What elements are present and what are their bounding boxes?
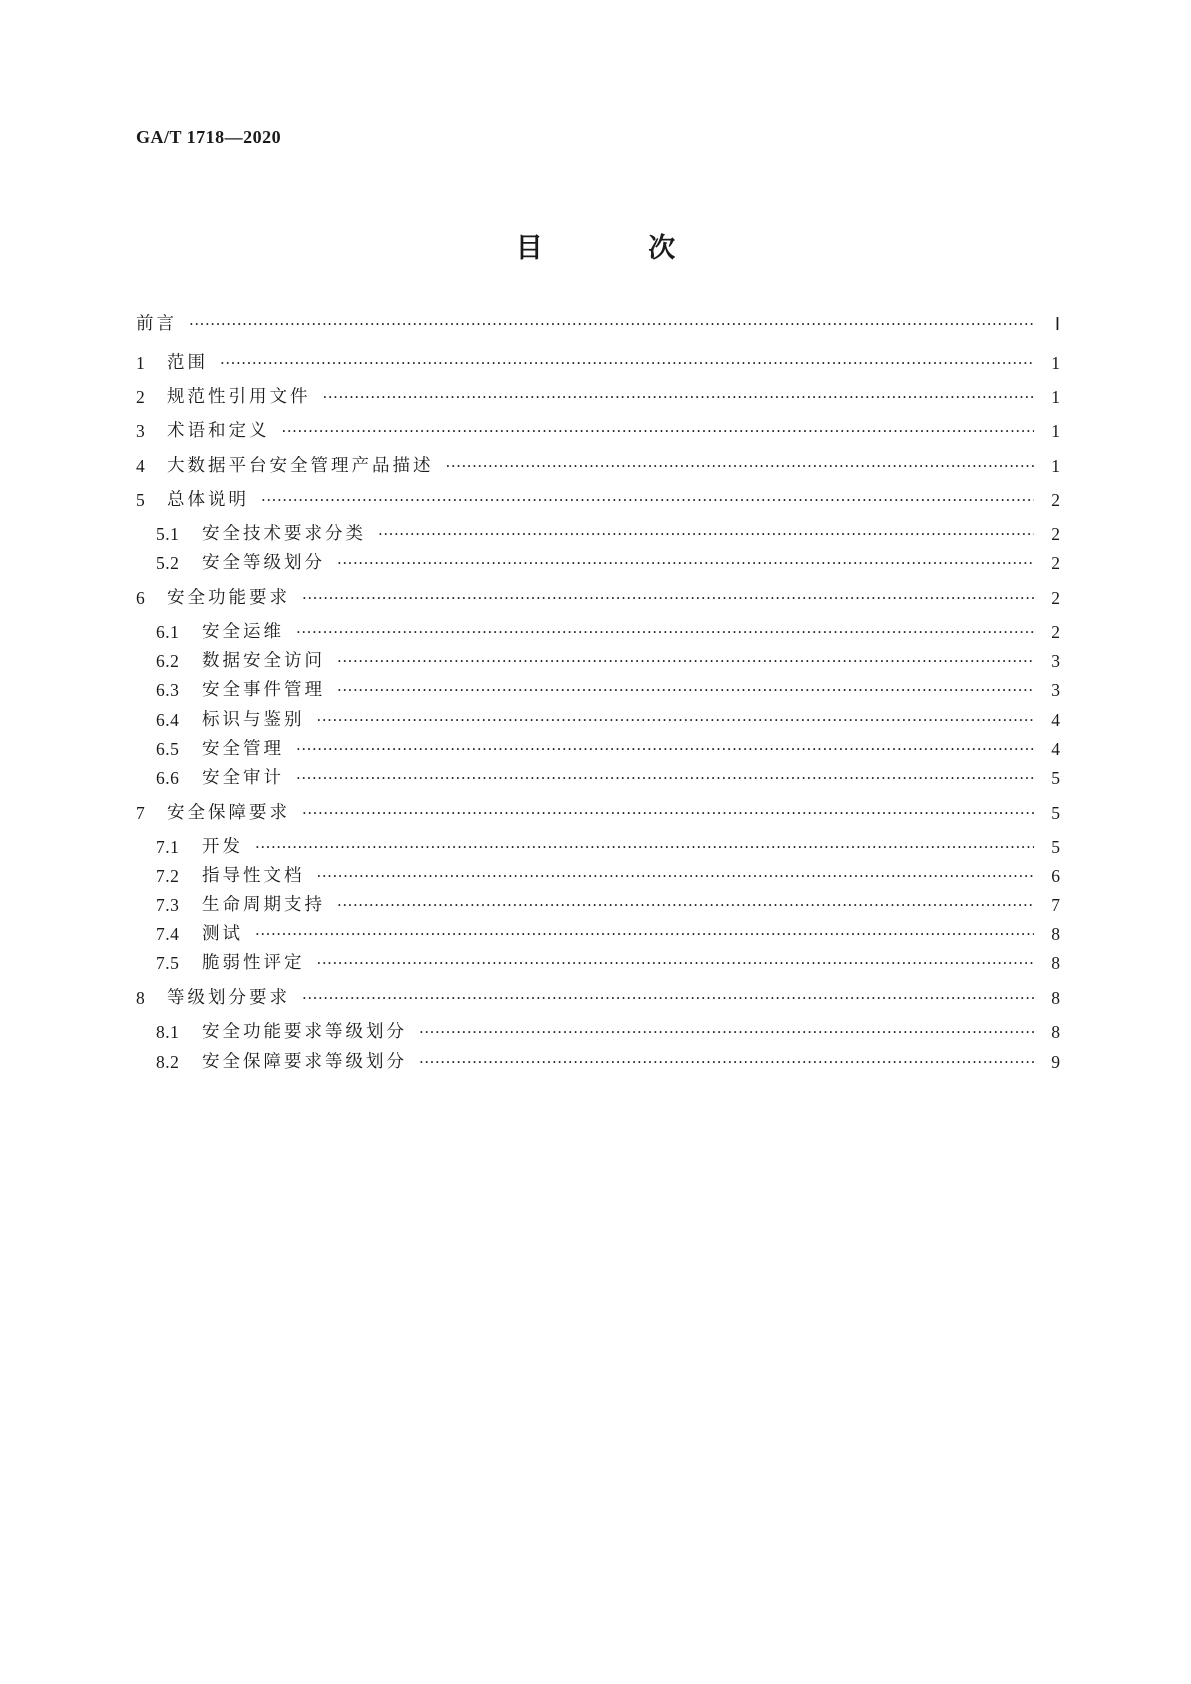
toc-entry-title: 安全等级划分 bbox=[202, 553, 325, 573]
dot-leader bbox=[302, 799, 1034, 827]
dot-leader bbox=[302, 984, 1034, 1012]
dot-leader bbox=[419, 1048, 1034, 1076]
toc-entry[interactable] bbox=[136, 486, 1060, 514]
toc-entry-page-number: 2 bbox=[1051, 524, 1060, 544]
toc-entry[interactable] bbox=[136, 949, 1060, 977]
toc-entry-title: 等级划分要求 bbox=[167, 988, 290, 1008]
toc-entry-number: 6.3 bbox=[156, 680, 180, 700]
toc-entry[interactable] bbox=[136, 1018, 1060, 1046]
dot-leader bbox=[337, 891, 1034, 919]
dot-leader bbox=[378, 520, 1034, 548]
toc-entry[interactable] bbox=[136, 383, 1060, 411]
toc-entry-title: 安全保障要求 bbox=[167, 803, 290, 823]
dot-leader bbox=[255, 833, 1034, 861]
dot-leader bbox=[296, 764, 1034, 792]
dot-leader bbox=[255, 920, 1034, 948]
toc-entry-title: 数据安全访问 bbox=[202, 651, 325, 671]
toc-entry[interactable] bbox=[136, 833, 1060, 861]
toc-entry-title: 安全管理 bbox=[202, 739, 284, 759]
toc-entry-page-number: 2 bbox=[1051, 553, 1060, 573]
toc-entry-title: 安全事件管理 bbox=[202, 680, 325, 700]
toc-entry-page-number: 1 bbox=[1051, 421, 1060, 441]
dot-leader bbox=[323, 383, 1035, 411]
toc-entry[interactable] bbox=[136, 891, 1060, 919]
toc-entry[interactable] bbox=[136, 549, 1060, 577]
toc-entry-title: 测试 bbox=[202, 924, 243, 944]
toc-entry-number: 1 bbox=[136, 353, 146, 373]
toc-entry-page-number: 9 bbox=[1051, 1052, 1060, 1072]
toc-entry-number: 8 bbox=[136, 988, 146, 1008]
toc-entry-page-number: 3 bbox=[1051, 680, 1060, 700]
toc-entry-title: 安全功能要求 bbox=[167, 588, 290, 608]
dot-leader bbox=[302, 584, 1034, 612]
toc-entry-number: 3 bbox=[136, 421, 146, 441]
toc-entry-number: 7.1 bbox=[156, 837, 180, 857]
toc-entry-page-number: 2 bbox=[1051, 490, 1060, 510]
dot-leader bbox=[317, 706, 1035, 734]
toc-entry-number: 7.2 bbox=[156, 866, 180, 886]
toc-entry-page-number: 6 bbox=[1051, 866, 1060, 886]
toc-entry[interactable] bbox=[136, 452, 1060, 480]
toc-entry-page-number: 7 bbox=[1051, 895, 1060, 915]
toc-entry-number: 6.6 bbox=[156, 768, 180, 788]
toc-entry[interactable] bbox=[136, 349, 1060, 377]
dot-leader bbox=[337, 676, 1034, 704]
dot-leader bbox=[220, 349, 1034, 377]
toc-entry-title: 开发 bbox=[202, 837, 243, 857]
toc-entry-number: 5.2 bbox=[156, 553, 180, 573]
toc-entry-title: 术语和定义 bbox=[167, 421, 270, 441]
toc-entry[interactable] bbox=[136, 520, 1060, 548]
dot-leader bbox=[317, 862, 1035, 890]
dot-leader bbox=[337, 549, 1034, 577]
toc-entry[interactable] bbox=[136, 920, 1060, 948]
toc-entry[interactable] bbox=[136, 984, 1060, 1012]
toc-entry-title: 生命周期支持 bbox=[202, 895, 325, 915]
toc-entry-title: 安全运维 bbox=[202, 622, 284, 642]
toc-entry-page-number: 2 bbox=[1051, 622, 1060, 642]
toc-entry-number: 6.4 bbox=[156, 710, 180, 730]
toc-entry-number: 6.2 bbox=[156, 651, 180, 671]
toc-entry-page-number: 2 bbox=[1051, 588, 1060, 608]
toc-entry-page-number: 1 bbox=[1051, 387, 1060, 407]
toc-title: 目 次 bbox=[515, 233, 724, 264]
toc-entry-page-number: 8 bbox=[1051, 953, 1060, 973]
toc-entry-page-number: 4 bbox=[1051, 739, 1060, 759]
toc-entry-number: 4 bbox=[136, 456, 146, 476]
toc-entry-page-number: 4 bbox=[1051, 710, 1060, 730]
toc-entry-title: 安全保障要求等级划分 bbox=[202, 1052, 407, 1072]
toc-entry[interactable] bbox=[136, 799, 1060, 827]
dot-leader bbox=[296, 735, 1034, 763]
toc-entry-title: 安全功能要求等级划分 bbox=[202, 1022, 407, 1042]
toc-entry-title: 范围 bbox=[167, 353, 208, 373]
toc-entry-number: 6.1 bbox=[156, 622, 180, 642]
toc-entry-page-number: 8 bbox=[1051, 924, 1060, 944]
toc-entry-title: 标识与鉴别 bbox=[202, 710, 305, 730]
toc-entry-title: 前言 bbox=[136, 314, 177, 334]
toc-entry-page-number: 5 bbox=[1051, 803, 1060, 823]
dot-leader bbox=[282, 417, 1035, 445]
toc-entry[interactable] bbox=[136, 310, 1060, 338]
toc-entry-page-number: Ⅰ bbox=[1054, 314, 1060, 334]
toc-entry-number: 7.4 bbox=[156, 924, 180, 944]
toc-entry-number: 7 bbox=[136, 803, 146, 823]
toc-entry-number: 7.5 bbox=[156, 953, 180, 973]
toc-entry[interactable] bbox=[136, 618, 1060, 646]
toc-entry-title: 安全审计 bbox=[202, 768, 284, 788]
toc-entry-title: 安全技术要求分类 bbox=[202, 524, 366, 544]
toc-entry-number: 6 bbox=[136, 588, 146, 608]
toc-entry-title: 总体说明 bbox=[167, 490, 249, 510]
toc-entry[interactable] bbox=[136, 1048, 1060, 1076]
toc-entry[interactable] bbox=[136, 735, 1060, 763]
toc-entry-number: 5 bbox=[136, 490, 146, 510]
toc-entry-title: 脆弱性评定 bbox=[202, 953, 305, 973]
toc-entry-number: 6.5 bbox=[156, 739, 180, 759]
toc-entry-title: 指导性文档 bbox=[202, 866, 305, 886]
toc-entry-title: 大数据平台安全管理产品描述 bbox=[167, 456, 434, 476]
toc-entry-number: 2 bbox=[136, 387, 146, 407]
dot-leader bbox=[317, 949, 1035, 977]
toc-entry[interactable] bbox=[136, 706, 1060, 734]
dot-leader bbox=[419, 1018, 1034, 1046]
toc-entry[interactable] bbox=[136, 676, 1060, 704]
dot-leader bbox=[446, 452, 1035, 480]
toc-entry[interactable] bbox=[136, 764, 1060, 792]
toc-entry[interactable] bbox=[136, 417, 1060, 445]
document-code: GA/T 1718—2020 bbox=[136, 127, 282, 147]
toc-entry[interactable] bbox=[136, 647, 1060, 675]
toc-entry-title: 规范性引用文件 bbox=[167, 387, 311, 407]
dot-leader bbox=[337, 647, 1034, 675]
toc-entry-number: 7.3 bbox=[156, 895, 180, 915]
toc-entry-number: 8.2 bbox=[156, 1052, 180, 1072]
toc-entry-page-number: 8 bbox=[1051, 988, 1060, 1008]
toc-entry-number: 8.1 bbox=[156, 1022, 180, 1042]
toc-entry-number: 5.1 bbox=[156, 524, 180, 544]
dot-leader bbox=[189, 310, 1034, 338]
toc-entry-page-number: 1 bbox=[1051, 353, 1060, 373]
dot-leader bbox=[296, 618, 1034, 646]
toc-entry-page-number: 8 bbox=[1051, 1022, 1060, 1042]
toc-entry-page-number: 5 bbox=[1051, 837, 1060, 857]
dot-leader bbox=[261, 486, 1034, 514]
toc-entry[interactable] bbox=[136, 584, 1060, 612]
toc-entry-page-number: 1 bbox=[1051, 456, 1060, 476]
toc-entry-page-number: 5 bbox=[1051, 768, 1060, 788]
toc-entry[interactable] bbox=[136, 862, 1060, 890]
toc-entry-page-number: 3 bbox=[1051, 651, 1060, 671]
